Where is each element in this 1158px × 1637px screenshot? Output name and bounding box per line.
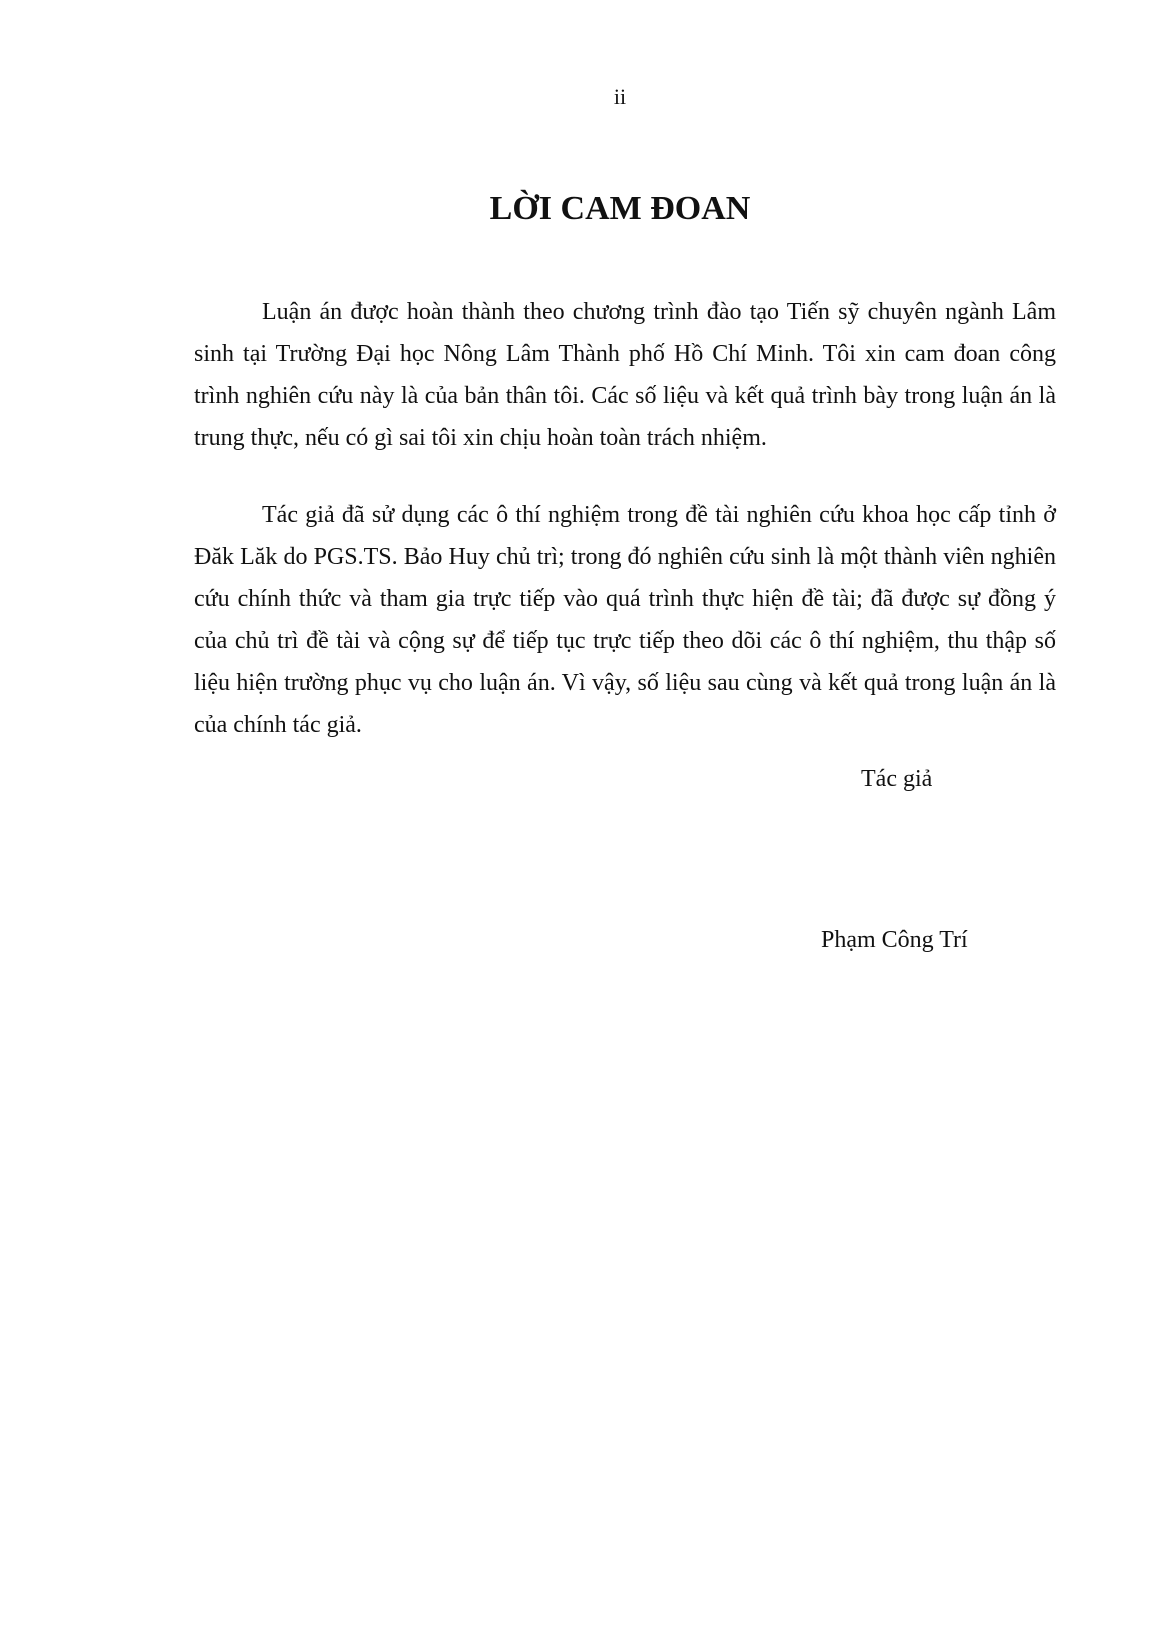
author-label: Tác giả	[861, 766, 933, 792]
paragraph-declaration: Luận án được hoàn thành theo chương trình đào tạo Tiến sỹ chuyên ngành Lâm sinh tại Trường Đại học Nông Lâm Thành phố Hồ Chí Minh. Tôi xin cam đoan công trình nghiên cứu này là của bản thân tôi. Các số liệu và kết quả trình bày trong luận án là trung thực, nếu có gì sai tôi xin chịu hoàn toàn trách nhiệm.	[194, 299, 1056, 451]
paragraph-data-source: Tác giả đã sử dụng các ô thí nghiệm trong đề tài nghiên cứu khoa học cấp tỉnh ở Đăk Lăk do PGS.TS. Bảo Huy chủ trì; trong đó nghiên cứu sinh là một thành viên nghiên cứu chính thức và tham gia trực tiếp vào quá trình thực hiện đề tài; đã được sự đồng ý của chủ trì đề tài và cộng sự để tiếp tục trực tiếp theo dõi các ô thí nghiệm, thu thập số liệu hiện trường phục vụ cho luận án. Vì vậy, số liệu sau cùng và kết quả trong luận án là của chính tác giả.	[194, 502, 1056, 738]
page-number: ii	[613, 84, 627, 109]
author-name: Phạm Công Trí	[821, 927, 968, 953]
page-title: LỜI CAM ĐOAN	[489, 190, 751, 227]
